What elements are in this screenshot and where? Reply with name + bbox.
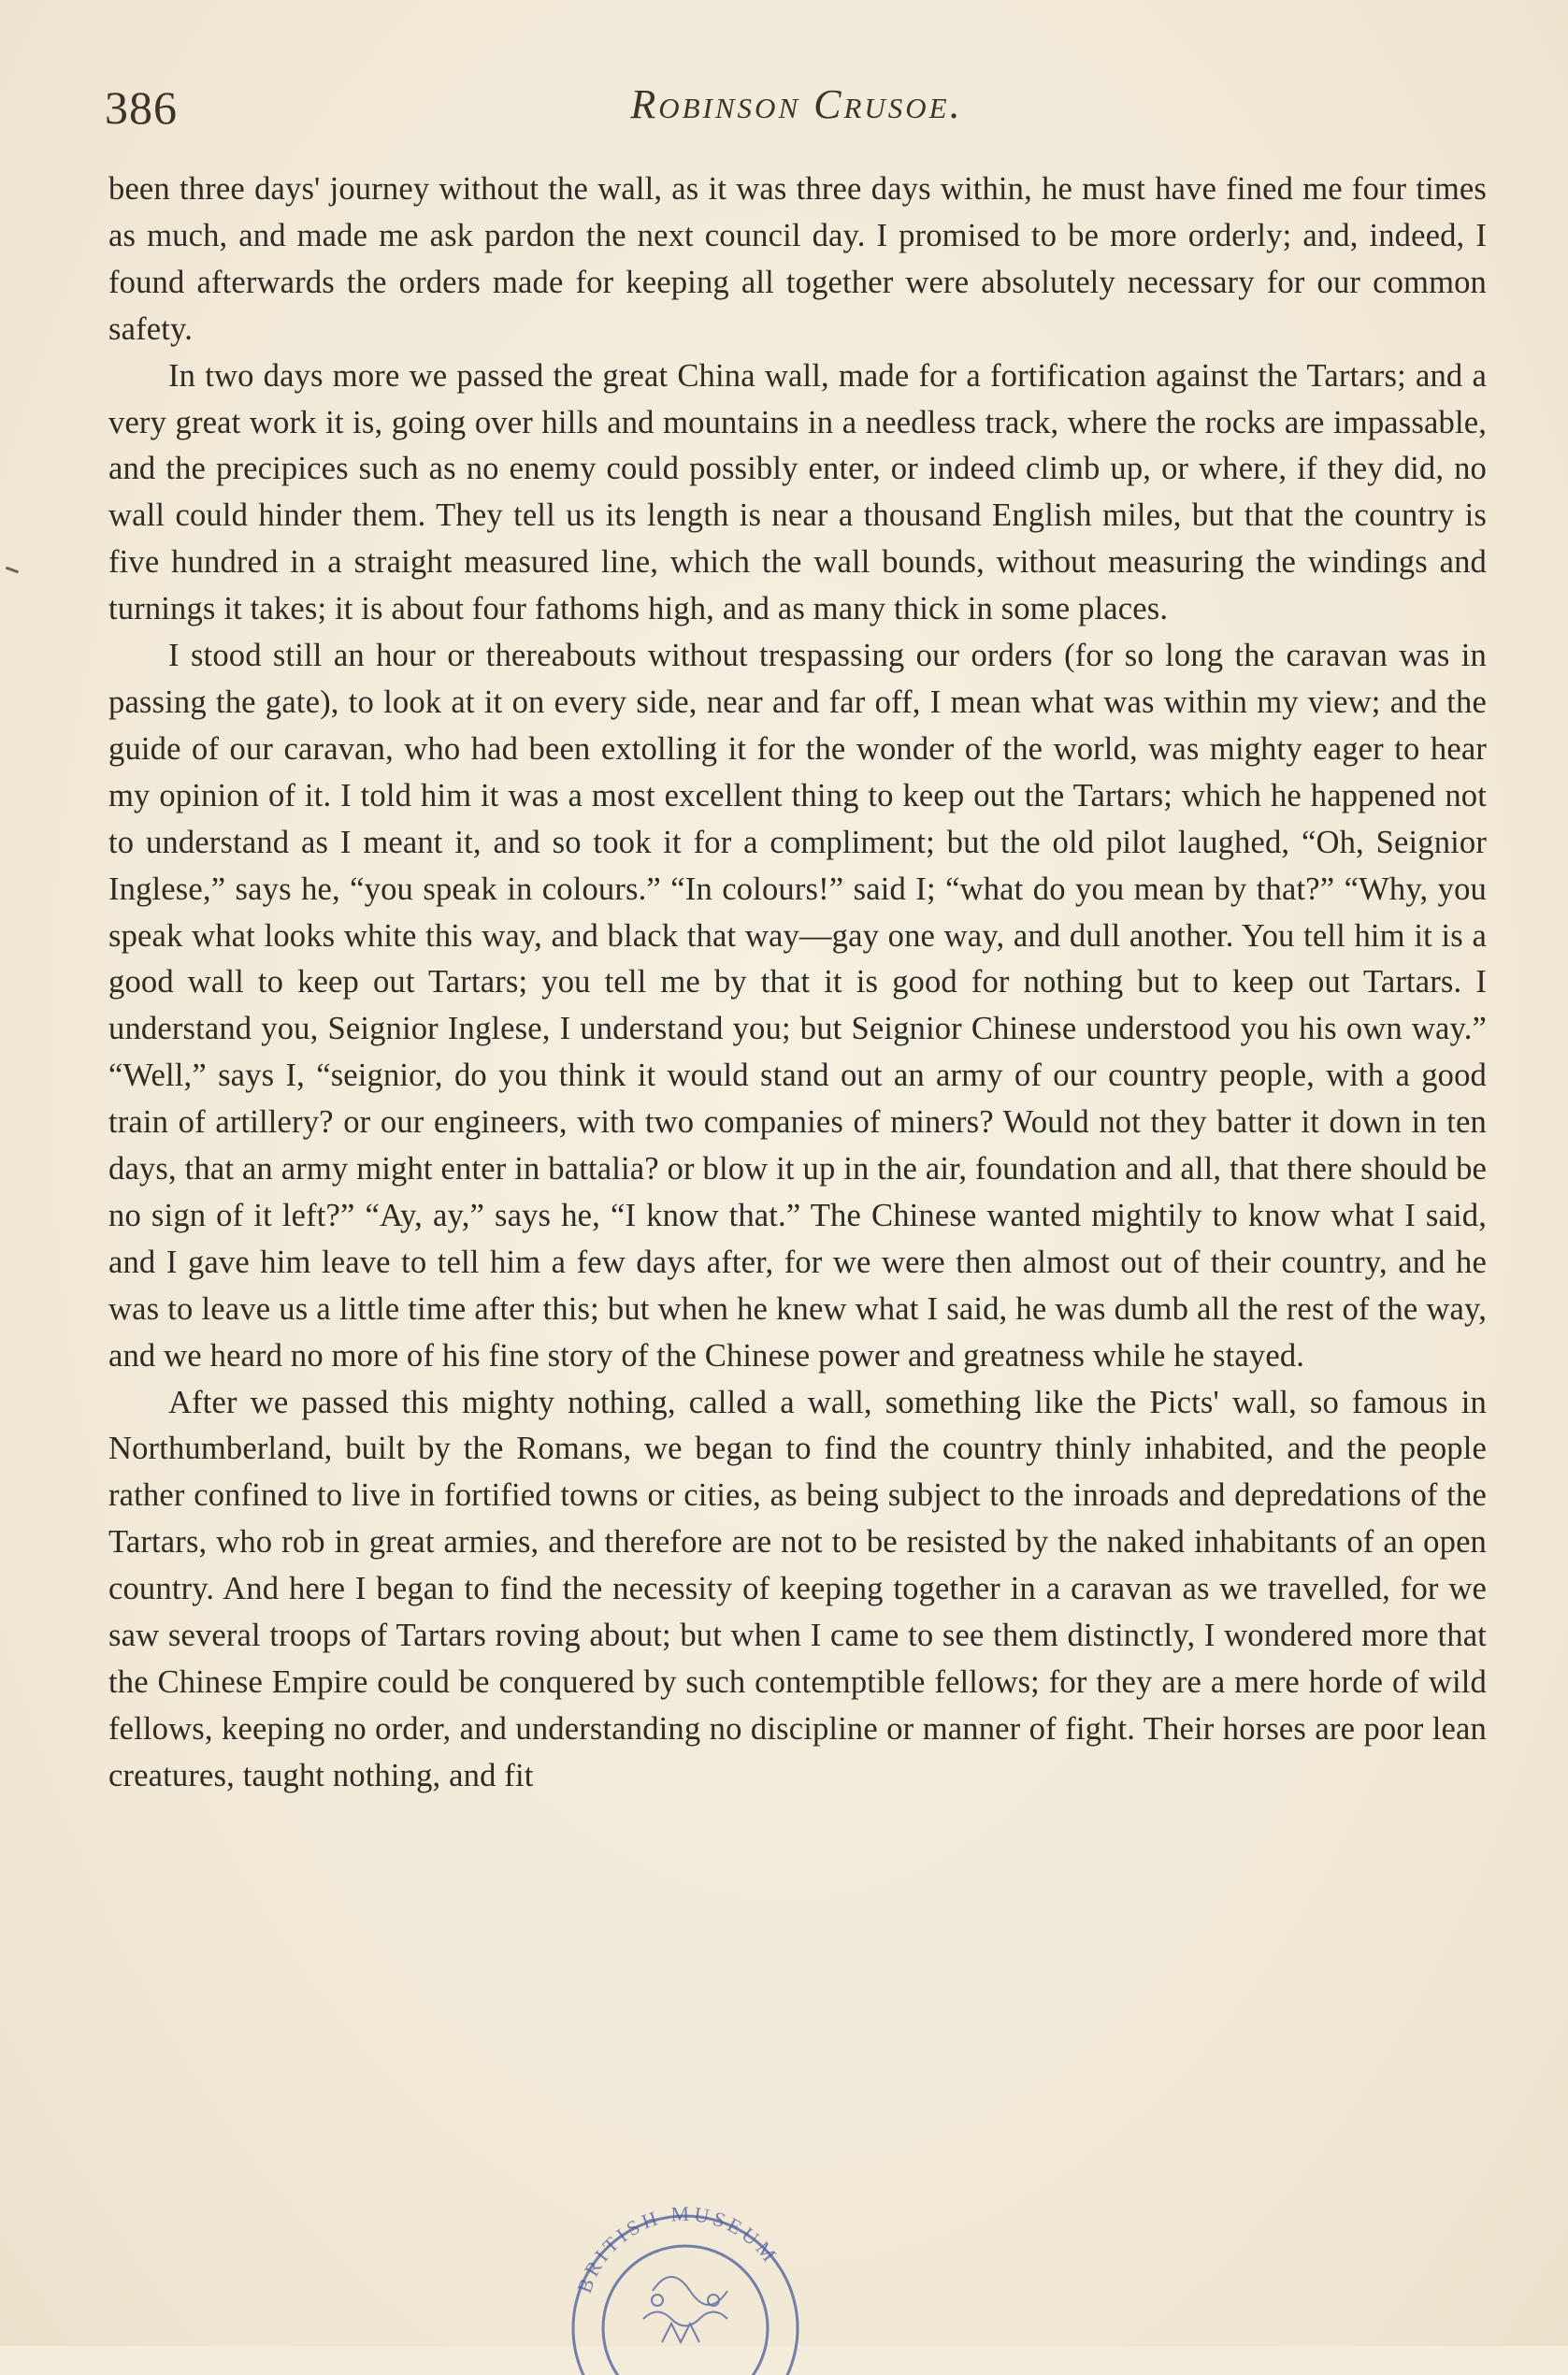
paragraph: In two days more we passed the great China wall, made for a fortification against the Tartars; and a very great work it is, going over hills and mountains in a needless track, where the rocks are impassable, and the precipices such as no enemy could possibly enter, or indeed climb up, or where, if they did, no wall could hinder them. They tell us its length is near a thousand English miles, but that the country is five hundred in a straight measured line, which the wall bounds, without measuring the windings and turnings it takes; it is about four fathoms high, and as many thick in some places.	[108, 357, 1487, 627]
page-number: 386	[105, 81, 178, 134]
running-title: Robinson Crusoe.	[630, 81, 963, 127]
stamp-text: BRITISH MUSEUM	[572, 2201, 784, 2296]
margin-mark	[6, 567, 19, 574]
paragraph: been three days' journey without the wall, as it was three days within, he must have fined me four times as much, and made me ask pardon the next council day. I promised to be more orderly; and, indeed, I found afterwards the orders made for keeping all together were absolutely necessary for our common safety.	[108, 171, 1487, 347]
paragraph: I stood still an hour or thereabouts without trespassing our orders (for so long the caravan was in passing the gate), to look at it on every side, near and far off, I mean what was within my view; and the guide of our caravan, who had been extolling it for the wonder of the world, was mighty eager to hear my opinion of it. I told him it was a most excellent thing to keep out the Tartars; which he happened not to understand as I meant it, and so took it for a compliment; but the old pilot laughed, “Oh, Seignior Inglese,” says he, “you speak in colours.” “In colours!” said I; “what do you mean by that?” “Why, you speak what looks white this way, and black that way—gay one way, and dull another. You tell him it is a good wall to keep out Tartars; you tell me by that it is good for nothing but to keep out Tartars. I understand you, Seignior Inglese, I understand you; but Seignior Chinese understood you his own way.” “Well,” says I, “seignior, do you think it would stand out an army of our country people, with a good train of artillery? or our engineers, with two companies of miners? Would not they batter it down in ten days, that an army might enter in battalia? or blow it up in the air, foundation and all, that there should be no sign of it left?” “Ay, ay,” says he, “I know that.” The Chinese wanted mightily to know what I said, and I gave him leave to tell him a few days after, for we were then almost out of their country, and he was to leave us a little time after this; but when he knew what I said, he was dumb all the rest of the way, and we heard no more of his fine story of the Chinese power and greatness while he stayed.	[108, 638, 1487, 1374]
paragraph: After we passed this mighty nothing, called a wall, something like the Picts' wall, so famous in Northumberland, built by the Romans, we began to find the country thinly inhabited, and the people rather confined to live in fortified towns or cities, as being subject to the inroads and depredations of the Tartars, who rob in great armies, and therefore are not to be resisted by the naked inhabitants of an open country. And here I began to find the necessity of keeping together in a caravan as we travelled, for we saw several troops of Tartars roving about; but when I came to see them distinctly, I wondered more that the Chinese Empire could be conquered by such contemptible fellows; for they are a mere horde of wild fellows, keeping no order, and understanding no discipline or manner of fight. Their horses are poor lean creatures, taught nothing, and fit	[108, 1384, 1487, 1793]
page-header	[105, 73, 1489, 148]
library-stamp	[550, 2188, 821, 2375]
stamp-seal-icon	[550, 2188, 821, 2375]
body-text	[108, 166, 1487, 1800]
